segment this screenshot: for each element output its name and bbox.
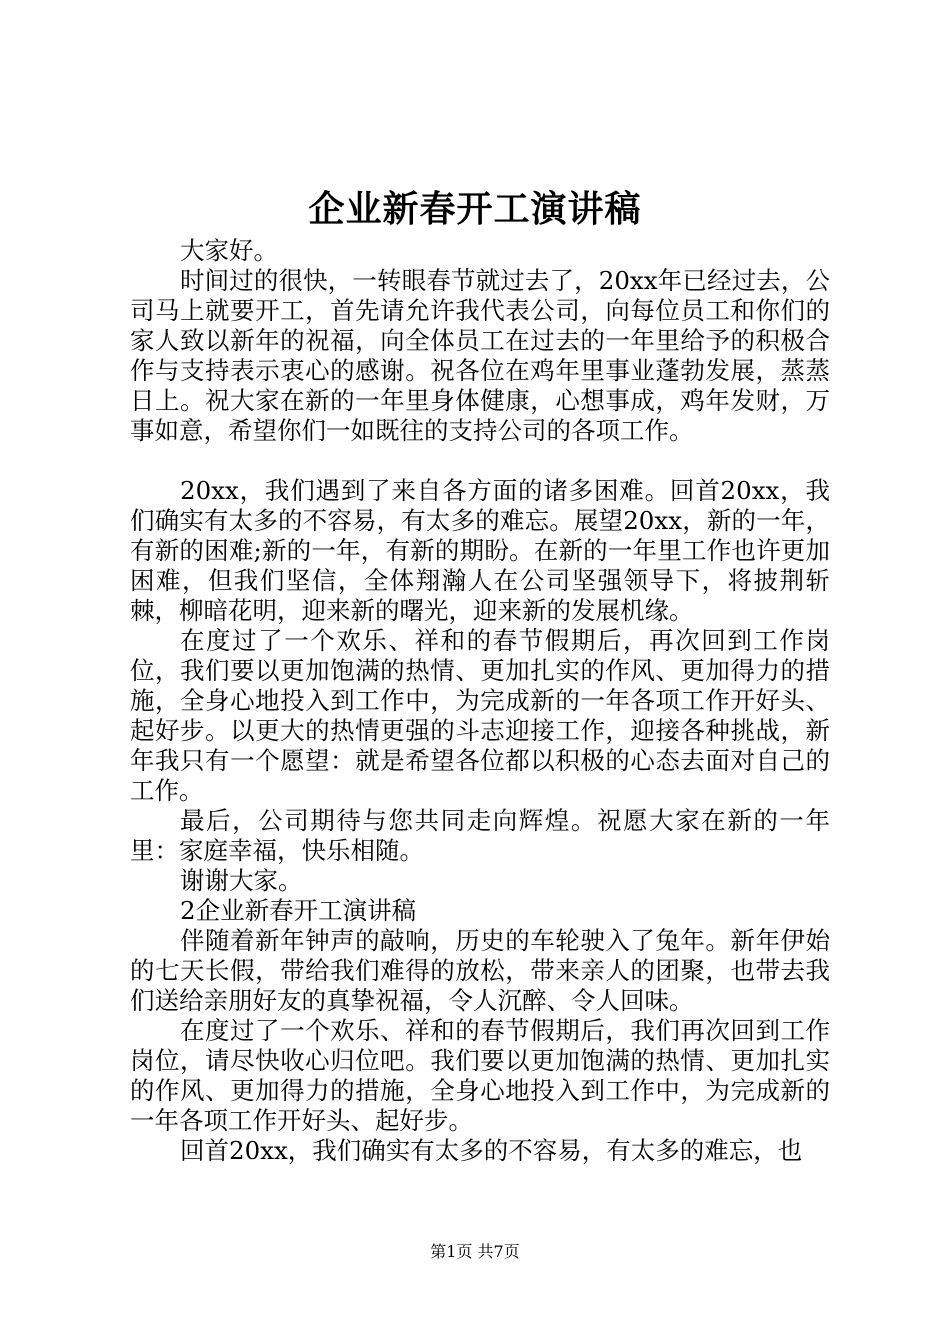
paragraph-review-outlook: 20xx，我们遇到了来自各方面的诸多困难。回首20xx，我们确实有太多的不容易，有太多的难忘。展望20xx，新的一年，有新的困难;新的一年，有新的期盼。在新的一年里工作也许更加困难，但我们坚信，全体翔瀚人在公司坚强领导下，将披荆斩棘，柳暗花明，迎来新的曙光，迎来新的发展机缘。 — [130, 476, 830, 625]
paragraph-return-to-work: 在度过了一个欢乐、祥和的春节假期后，再次回到工作岗位，我们要以更加饱满的热情、更加扎实的作风、更加得力的措施，全身心地投入到工作中，为完成新的一年各项工作开好头、起好步。以更大的热情更强的斗志迎接工作，迎接各种挑战，新年我只有一个愿望：就是希望各位都以积极的心态去面对自己的工作。 — [130, 626, 830, 805]
paragraph-looking-back: 回首20xx，我们确实有太多的不容易，有太多的难忘，也 — [180, 1136, 803, 1165]
page-number-footer: 第1页 共7页 — [430, 1242, 520, 1261]
paragraph-greeting: 大家好。 — [180, 236, 278, 265]
section-heading-2: 2企业新春开工演讲稿 — [180, 896, 417, 925]
paragraph-new-year-bell: 伴随着新年钟声的敲响，历史的车轮驶入了兔年。新年伊始的七天长假，带给我们难得的放松，带来亲人的团聚，也带去我们送给亲朋好友的真挚祝福，令人沉醉、令人回味。 — [130, 926, 830, 1015]
paragraph-new-year-wishes: 时间过的很快，一转眼春节就过去了，20xx年已经过去，公司马上就要开工，首先请允许我代表公司，向每位员工和你们的家人致以新年的祝福，向全体员工在过去的一年里给予的积极合作与支持表示衷心的感谢。祝各位在鸡年里事业蓬勃发展，蒸蒸日上。祝大家在新的一年里身体健康，心想事成，鸡年发财，万事如意，希望你们一如既往的支持公司的各项工作。 — [130, 266, 830, 445]
document-body — [130, 236, 830, 1166]
paragraph-closing-wish: 最后，公司期待与您共同走向辉煌。祝愿大家在新的一年里：家庭幸福，快乐相随。 — [130, 806, 830, 865]
paragraph-thanks: 谢谢大家。 — [180, 866, 303, 895]
document-title: 企业新春开工演讲稿 — [308, 188, 642, 230]
paragraph-back-to-post: 在度过了一个欢乐、祥和的春节假期后，我们再次回到工作岗位，请尽快收心归位吧。我们要以更加饱满的热情、更加扎实的作风、更加得力的措施，全身心地投入到工作中，为完成新的一年各项工作开好头、起好步。 — [130, 1016, 830, 1135]
